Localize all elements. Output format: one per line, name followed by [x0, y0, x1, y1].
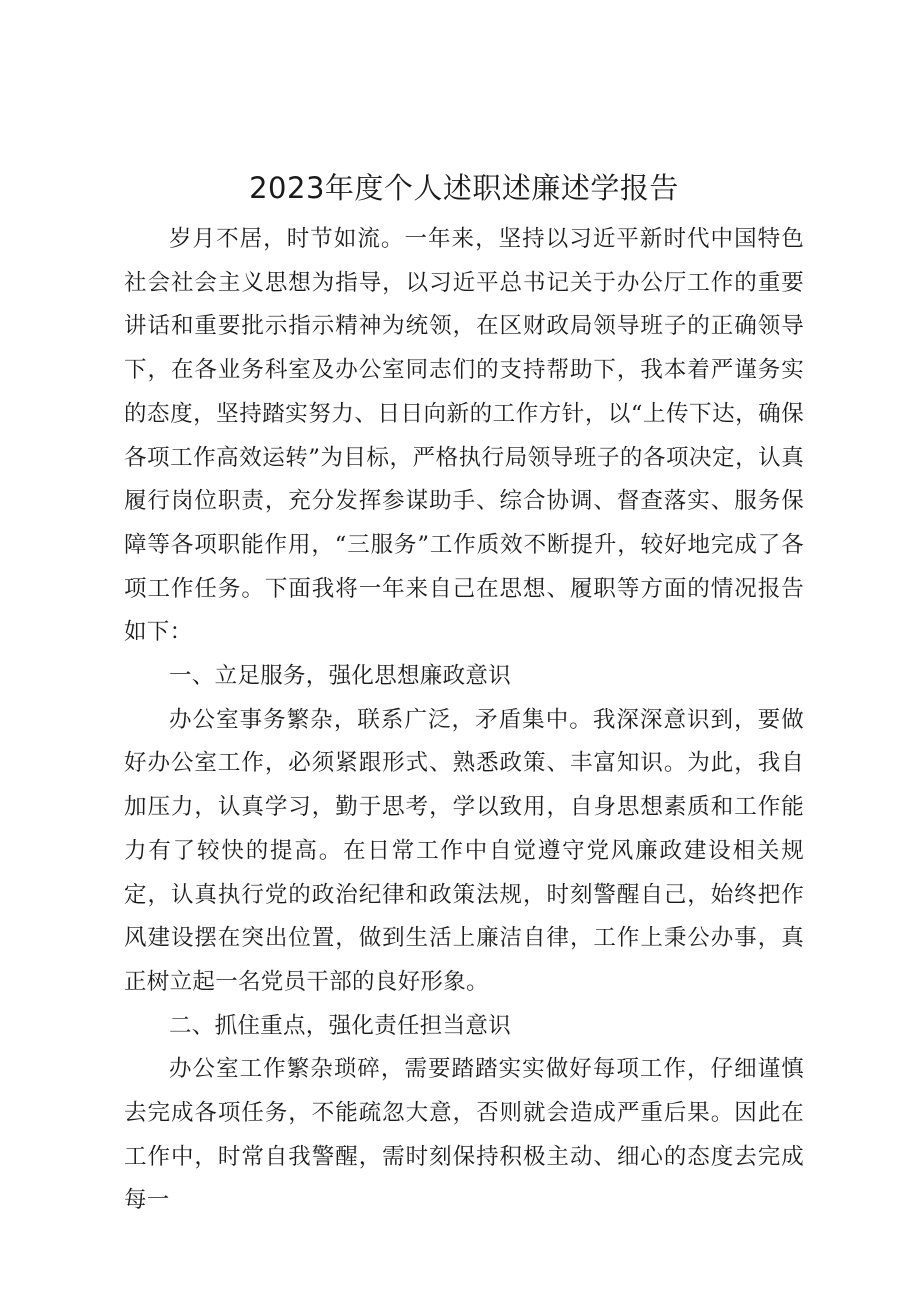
section-2-paragraph: 办公室工作繁杂琐碎，需要踏踏实实做好每项工作，仔细谨慎去完成各项任务，不能疏忽大意，否则就会造成严重后果。因此在工作中，时常自我警醒，需时刻保持积极主动、细心的态度去完成每一 — [124, 1056, 804, 1214]
section-1-paragraph: 办公室事务繁杂，联系广泛，矛盾集中。我深深意识到，要做好办公室工作，必须紧跟形式、熟悉政策、丰富知识。为此，我自加压力，认真学习，勤于思考，学以致用，自身思想素质和工作能力有了较快的提高。在日常工作中自觉遵守党风廉政建设相关规定，认真执行党的政治纪律和政策法规，时刻警醒自己，始终把作风建设摆在突出位置，做到生活上廉洁自律，工作上秉公办事，真正树立起一名党员干部的良好形象。 — [124, 706, 804, 995]
section-heading-2: 二、抓住重点，强化责任担当意识 — [169, 1012, 512, 1039]
document-page — [124, 166, 804, 1223]
section-heading-1: 一、立足服务，强化思想廉政意识 — [169, 663, 512, 690]
intro-paragraph: 岁月不居，时节如流。一年来，坚持以习近平新时代中国特色社会社会主义思想为指导，以习近平总书记关于办公厅工作的重要讲话和重要批示指示精神为统领，在区财政局领导班子的正确领导下，在各业务科室及办公室同志们的支持帮助下，我本着严谨务实的态度，坚持踏实努力、日日向新的工作方针，以“上传下达，确保各项工作高效运转”为目标，严格执行局领导班子的各项决定，认真履行岗位职责，充分发挥参谋助手、综合协调、督查落实、服务保障等各项职能作用，“三服务”工作质效不断提升，较好地完成了各项工作任务。下面我将一年来自己在思想、履职等方面的情况报告如下： — [124, 226, 804, 646]
document-title: 2023年度个人述职述廉述学报告 — [249, 171, 679, 205]
